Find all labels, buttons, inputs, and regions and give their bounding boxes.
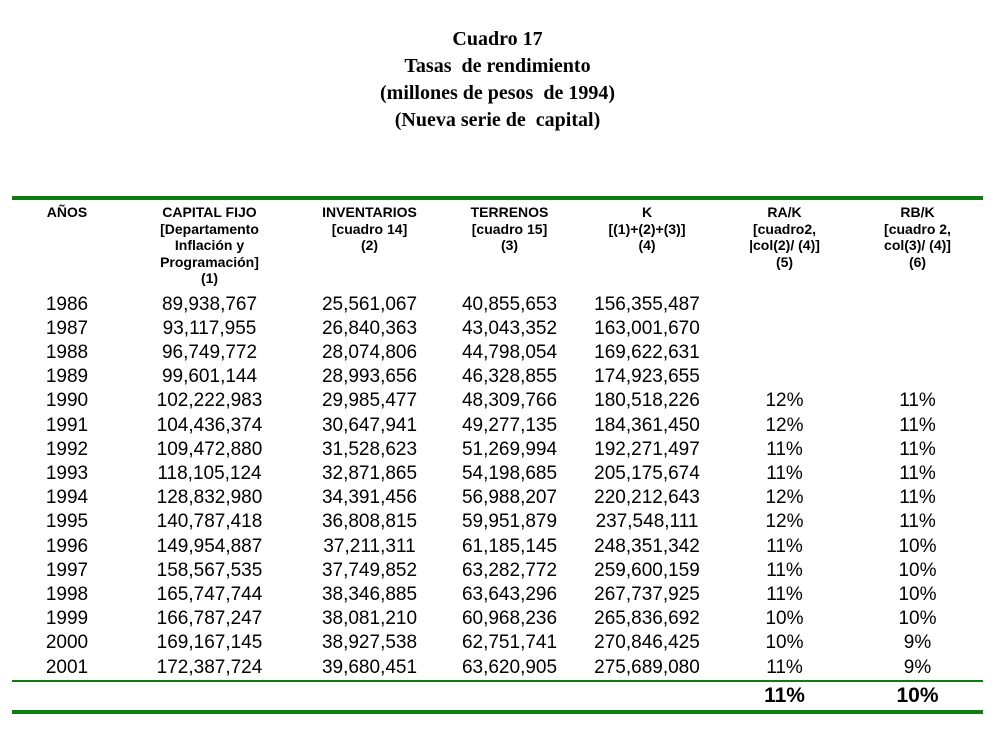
value-cell: 169,622,631: [594, 341, 700, 363]
value-cell: 29,985,477: [321, 390, 418, 412]
value-cell: 265,836,692: [594, 608, 700, 630]
value-cell: 34,391,456: [321, 487, 418, 509]
table-row-1995: [12, 510, 983, 534]
value-cell: 12%: [765, 390, 804, 412]
column-header-3: [442, 198, 577, 293]
column-header-line: CAPITAL FIJO: [162, 204, 257, 220]
document-title: [0, 26, 995, 134]
value-cell: 10%: [765, 632, 804, 654]
value-cell: 10%: [898, 535, 937, 557]
table-row-1991: [12, 414, 983, 438]
value-cell: 44,798,054: [461, 341, 558, 363]
column-header-line: (2): [360, 237, 379, 253]
value-cell: [852, 341, 983, 365]
value-cell: 28,074,806: [321, 341, 418, 363]
value-cell: 38,927,538: [321, 632, 418, 654]
table-row-1988: [12, 341, 983, 365]
value-cell: 267,737,925: [594, 583, 700, 605]
title-line-millones: (millones de pesos de 1994): [380, 82, 615, 104]
value-cell: [717, 317, 852, 341]
table-row-1998: [12, 583, 983, 607]
column-header-line: (3): [500, 237, 519, 253]
value-cell: 31,528,623: [321, 438, 418, 460]
table-row-1993: [12, 462, 983, 486]
year-cell: 1994: [45, 487, 89, 509]
value-cell: 99,601,144: [161, 366, 258, 388]
year-cell: 1998: [45, 583, 89, 605]
value-cell: 270,846,425: [594, 632, 700, 654]
value-cell: 118,105,124: [157, 462, 262, 484]
value-cell: [717, 341, 852, 365]
title-line-cuadro: Cuadro 17: [452, 28, 543, 50]
value-cell: 63,620,905: [442, 656, 577, 681]
table-row-2000: [12, 631, 983, 655]
table-row-1996: [12, 535, 983, 559]
summary-empty-cell: [577, 681, 717, 712]
value-cell: [717, 365, 852, 389]
value-cell: 275,689,080: [577, 656, 717, 681]
value-cell: [852, 293, 983, 317]
value-cell: 165,747,744: [156, 583, 263, 605]
title-line-serie: (Nueva serie de capital): [394, 109, 601, 131]
value-cell: 140,787,418: [156, 511, 263, 533]
value-cell: 49,277,135: [461, 414, 558, 436]
summary-empty-cell: [122, 681, 297, 712]
value-cell: 11%: [766, 462, 803, 484]
value-cell: 38,081,210: [321, 608, 418, 630]
column-header-line: col(3)/ (4)]: [884, 237, 951, 253]
value-cell: 11%: [766, 559, 803, 581]
column-header-line: Inflación y: [174, 237, 245, 253]
year-cell: 1993: [45, 462, 89, 484]
column-header-line: RB/K: [900, 204, 935, 220]
value-cell: [852, 317, 983, 341]
value-cell: 109,472,880: [156, 438, 263, 460]
column-header-line: |col(2)/ (4)]: [749, 237, 820, 253]
value-cell: 10%: [898, 559, 937, 581]
value-cell: 11%: [717, 656, 852, 681]
column-header-line: (6): [908, 253, 927, 270]
table-row-1999: [12, 607, 983, 631]
summary-empty-cell: [442, 681, 577, 712]
year-cell: 1989: [45, 366, 89, 388]
table-row-1989: [12, 365, 983, 389]
summary-empty-cell: [297, 681, 442, 712]
year-cell: 1990: [45, 390, 89, 412]
title-line-tasas: Tasas de rendimiento: [404, 55, 591, 77]
table-header: [12, 198, 983, 293]
value-cell: 51,269,994: [461, 438, 558, 460]
value-cell: 60,968,236: [461, 608, 558, 630]
value-cell: [852, 365, 983, 389]
table-row-2001: [12, 656, 983, 681]
summary-empty-cell: [12, 681, 122, 712]
year-cell: 1995: [45, 511, 89, 533]
value-cell: 220,212,643: [594, 487, 700, 509]
value-cell: 63,282,772: [461, 559, 558, 581]
value-cell: 158,567,535: [156, 559, 263, 581]
value-cell: 149,954,887: [156, 535, 263, 557]
value-cell: 30,647,941: [321, 414, 418, 436]
column-header-line: AÑOS: [46, 204, 88, 220]
value-cell: 26,840,363: [321, 317, 418, 339]
value-cell: 37,749,852: [321, 559, 418, 581]
table-row-1994: [12, 486, 983, 510]
table-header-row: [12, 198, 983, 293]
value-cell: 172,387,724: [122, 656, 297, 681]
value-cell: 36,808,815: [321, 511, 418, 533]
column-header-line: [cuadro2,: [752, 220, 816, 237]
column-header-line: (1): [200, 270, 219, 286]
value-cell: 12%: [765, 414, 804, 436]
summary-ra-k-value: 11%: [717, 681, 852, 712]
value-cell: 10%: [765, 608, 804, 630]
year-cell: 1999: [45, 608, 89, 630]
value-cell: 37,211,311: [323, 535, 416, 557]
column-header-line: [(1)+(2)+(3)]: [608, 220, 686, 237]
value-cell: [717, 293, 852, 317]
year-cell: 1997: [45, 559, 89, 581]
column-header-6: [852, 198, 983, 293]
table-row-1987: [12, 317, 983, 341]
year-cell: 1996: [45, 535, 89, 557]
column-header-line: INVENTARIOS: [322, 204, 417, 220]
value-cell: 93,117,955: [162, 317, 257, 339]
value-cell: 174,923,655: [594, 366, 700, 388]
value-cell: 63,643,296: [461, 583, 558, 605]
table-row-1986: [12, 293, 983, 317]
year-cell: 2001: [12, 656, 122, 681]
value-cell: 259,600,159: [594, 559, 700, 581]
year-cell: 1991: [45, 414, 89, 436]
value-cell: 169,167,145: [156, 632, 263, 654]
value-cell: 9%: [852, 656, 983, 681]
year-cell: 1987: [45, 317, 89, 339]
value-cell: 180,518,226: [594, 390, 700, 412]
table-row-1992: [12, 438, 983, 462]
value-cell: 104,436,374: [156, 414, 263, 436]
column-header-line: TERRENOS: [470, 204, 549, 220]
value-cell: 59,951,879: [461, 511, 558, 533]
year-cell: 1986: [45, 293, 89, 315]
value-cell: 25,561,067: [321, 293, 418, 315]
value-cell: 61,185,145: [461, 535, 558, 557]
value-cell: 43,043,352: [461, 317, 558, 339]
column-header-line: [cuadro 2,: [884, 220, 951, 237]
value-cell: 11%: [899, 462, 936, 484]
value-cell: 39,680,451: [297, 656, 442, 681]
rates-of-return-table: [12, 196, 983, 714]
summary-row: [12, 681, 983, 712]
column-header-2: [297, 198, 442, 293]
table-row-1997: [12, 559, 983, 583]
value-cell: 237,548,111: [595, 511, 699, 533]
value-cell: 10%: [898, 583, 937, 605]
year-cell: 1988: [45, 341, 89, 363]
value-cell: 62,751,741: [461, 632, 558, 654]
value-cell: 184,361,450: [594, 414, 700, 436]
year-cell: 1992: [45, 438, 89, 460]
value-cell: 11%: [899, 487, 936, 509]
value-cell: 102,222,983: [156, 390, 263, 412]
summary-rb-k-value: 10%: [852, 681, 983, 712]
value-cell: 163,001,670: [594, 317, 700, 339]
column-header-line: Programación]: [160, 253, 259, 270]
value-cell: 32,871,865: [321, 462, 418, 484]
value-cell: 192,271,497: [594, 438, 700, 460]
value-cell: 38,346,885: [321, 583, 418, 605]
column-header-0: [12, 198, 122, 293]
value-cell: 11%: [766, 535, 803, 557]
year-cell: 2000: [45, 632, 89, 654]
column-header-line: (5): [775, 253, 794, 270]
value-cell: 12%: [765, 487, 804, 509]
value-cell: 11%: [766, 583, 803, 605]
value-cell: 40,855,653: [461, 293, 558, 315]
value-cell: 54,198,685: [461, 462, 558, 484]
document-page: [0, 26, 995, 752]
value-cell: 10%: [898, 608, 937, 630]
value-cell: 56,988,207: [461, 487, 558, 509]
value-cell: 11%: [899, 511, 936, 533]
value-cell: 46,328,855: [461, 366, 558, 388]
value-cell: 89,938,767: [161, 293, 258, 315]
table-body: [12, 293, 983, 681]
value-cell: 156,355,487: [594, 293, 700, 315]
column-header-line: RA/K: [767, 204, 802, 220]
column-header-line: (4): [638, 237, 656, 253]
value-cell: 12%: [765, 511, 804, 533]
value-cell: 28,993,656: [321, 366, 418, 388]
value-cell: 248,351,342: [594, 535, 700, 557]
column-header-line: [Departamento: [160, 220, 259, 237]
table-row-1990: [12, 389, 983, 413]
column-header-4: [577, 198, 717, 293]
column-header-line: [cuadro 15]: [471, 220, 548, 237]
column-header-5: [717, 198, 852, 293]
column-header-1: [122, 198, 297, 293]
value-cell: 166,787,247: [156, 608, 263, 630]
value-cell: 11%: [766, 438, 803, 460]
value-cell: 11%: [899, 438, 936, 460]
value-cell: 11%: [899, 414, 936, 436]
value-cell: 11%: [899, 390, 936, 412]
value-cell: 96,749,772: [161, 341, 258, 363]
column-header-line: [cuadro 14]: [331, 220, 408, 237]
table-footer: [12, 681, 983, 712]
value-cell: 128,832,980: [156, 487, 263, 509]
column-header-line: K: [641, 204, 653, 220]
value-cell: 205,175,674: [594, 462, 700, 484]
value-cell: 48,309,766: [461, 390, 558, 412]
value-cell: 9%: [903, 632, 932, 654]
